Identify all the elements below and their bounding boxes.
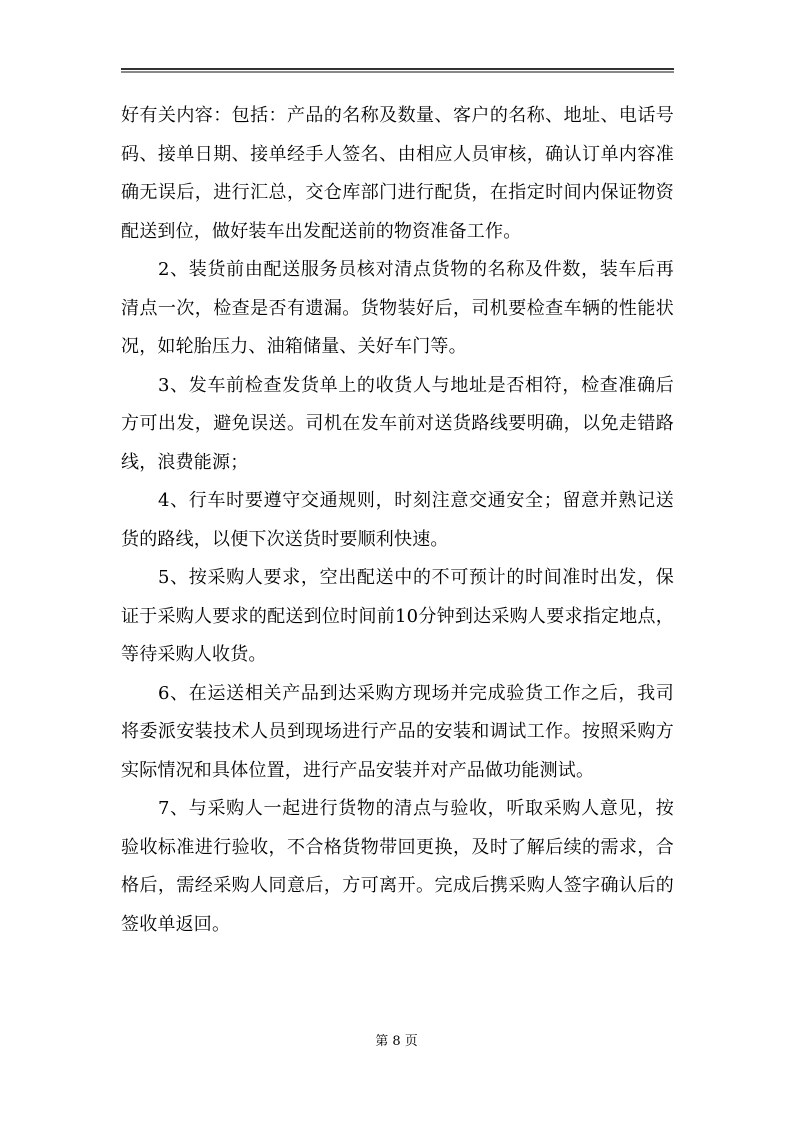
document-body xyxy=(121,97,674,944)
paragraph-item-4: 4、行车时要遵守交通规则，时刻注意交通安全；留意并熟记送货的路线，以便下次送货时要顺利快速。 xyxy=(121,490,674,550)
page-number: 第 8 页 xyxy=(375,1034,418,1049)
paragraph-item-3: 3、发车前检查发货单上的收货人与地址是否相符，检查准确后方可出发，避免误送。司机在发车前对送货路线要明确，以免走错路线，浪费能源； xyxy=(121,374,674,473)
paragraph-continuation: 好有关内容：包括：产品的名称及数量、客户的名称、地址、电话号码、接单日期、接单经手人签名、由相应人员审核，确认订单内容准确无误后，进行汇总，交仓库部门进行配货，在指定时间内保证物资配送到位，做好装车出发配送前的物资准备工作。 xyxy=(121,105,674,242)
paragraph-item-5: 5、按采购人要求，空出配送中的不可预计的时间准时出发，保证于采购人要求的配送到位时间前10分钟到达采购人要求指定地点，等待采购人收货。 xyxy=(121,567,674,665)
paragraph-item-2: 2、装货前由配送服务员核对清点货物的名称及件数，装车后再清点一次，检查是否有遗漏。货物装好后，司机要检查车辆的性能状况，如轮胎压力、油箱储量、关好车门等。 xyxy=(121,259,674,357)
paragraph-item-6: 6、在运送相关产品到达采购方现场并完成验货工作之后，我司将委派安装技术人员到现场进行产品的安装和调试工作。按照采购方实际情况和具体位置，进行产品安装并对产品做功能测试。 xyxy=(121,682,674,781)
header-rule xyxy=(121,68,674,73)
paragraph-item-7: 7、与采购人一起进行货物的清点与验收，听取采购人意见，按验收标准进行验收，不合格货物带回更换，及时了解后续的需求，合格后，需经采购人同意后，方可离开。完成后携采购人签字确认后的签收单返回。 xyxy=(121,798,674,935)
